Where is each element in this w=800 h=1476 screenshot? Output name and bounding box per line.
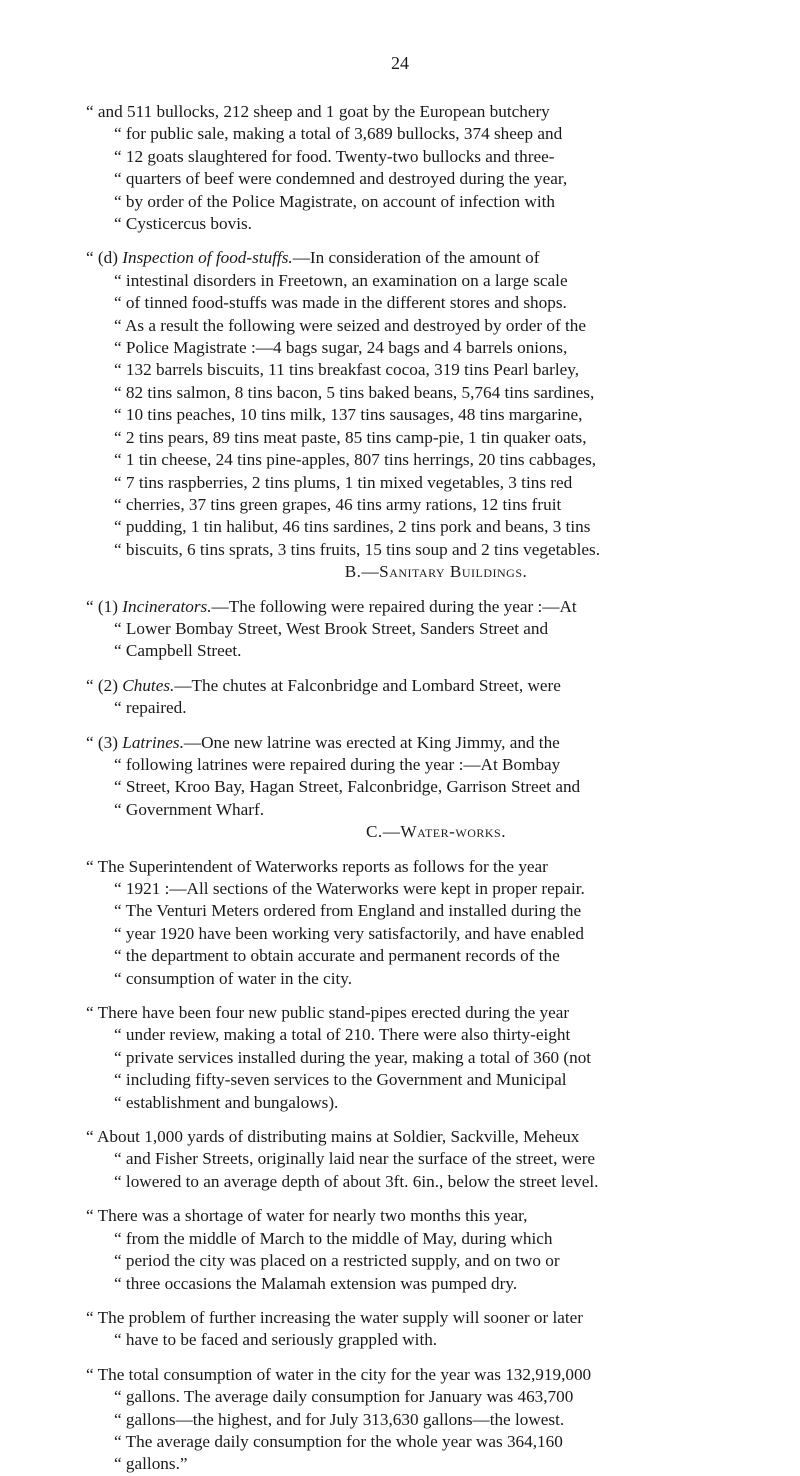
text-line: “ from the middle of March to the middle of May, during which (114, 1228, 553, 1248)
text-line: “ 12 goats slaughtered for food. Twenty-two bullocks and three- (114, 146, 555, 166)
text-line: “ intestinal disorders in Freetown, an examination on a large scale (114, 270, 568, 290)
text-line: “ 1921 :—All sections of the Waterworks were kept in proper repair. (114, 879, 585, 898)
text-line: “ three occasions the Malamah extension was pumped dry. (114, 1273, 518, 1293)
paragraph-distributing-mains (86, 1126, 746, 1193)
text-line: “ The problem of further increasing the water supply will sooner or later (86, 1307, 584, 1327)
paragraph-superintendent-report (86, 856, 746, 990)
item-title: Incinerators. (122, 596, 212, 616)
section-heading-water-works (86, 821, 746, 843)
text-line: “ Campbell Street. (114, 641, 242, 661)
text-line: “ period the city was placed on a restricted supply, and on two or (114, 1251, 560, 1271)
text-line: “ by order of the Police Magistrate, on account of infection with (114, 191, 556, 211)
text-line: “ cherries, 37 tins green grapes, 46 tins army rations, 12 tins fruit (114, 494, 562, 514)
text-line: “ gallons. The average daily consumption for January was 463,700 (114, 1387, 574, 1407)
paragraph-lead (86, 732, 746, 754)
paragraph-stand-pipes (86, 1002, 746, 1114)
text-line: “ Government Wharf. (114, 799, 265, 819)
section-title: Sanitary Buildings. (379, 562, 528, 582)
body-text (86, 101, 746, 1476)
text-line: “ 82 tins salmon, 8 tins bacon, 5 tins baked beans, 5,764 tins sardines, (114, 382, 595, 402)
paragraph-chutes (86, 675, 746, 720)
section-prefix: B.— (344, 562, 380, 582)
paragraph-lead (86, 247, 746, 269)
text-line: “ The Superintendent of Waterworks reports as follows for the year (86, 856, 548, 876)
text-line: “ year 1920 have been working very satisfactorily, and have enabled (114, 923, 584, 943)
paragraph-water-shortage (86, 1205, 746, 1295)
text-line: “ consumption of water in the city. (114, 968, 353, 988)
text-line: “ gallons.” (114, 1454, 188, 1474)
text-line: “ As a result the following were seized and destroyed by order of the (114, 315, 587, 335)
text-line: “ 10 tins peaches, 10 tins milk, 137 tins sausages, 48 tins margarine, (114, 405, 583, 425)
text-line: “ have to be faced and seriously grappled with. (114, 1330, 438, 1350)
text-line: “ and 511 bullocks, 212 sheep and 1 goat by the European butchery (86, 102, 550, 121)
item-title: Latrines. (122, 732, 184, 752)
paragraph-incinerators (86, 596, 746, 663)
paragraph-lead (86, 675, 746, 697)
text-line: “ quarters of beef were condemned and destroyed during the year, (114, 169, 568, 189)
text-line: “ repaired. (114, 698, 187, 718)
text-line: “ 2 tins pears, 89 tins meat paste, 85 tins camp-pie, 1 tin quaker oats, (114, 427, 587, 447)
paragraph-total-consumption (86, 1364, 746, 1476)
text-line: “ Lower Bombay Street, West Brook Street, Sanders Street and (114, 618, 549, 638)
text-line: “ About 1,000 yards of distributing mains at Soldier, Sackville, Meheux (86, 1127, 580, 1147)
item-title: Chutes. (122, 675, 175, 695)
text-line: “ biscuits, 6 tins sprats, 3 tins fruits, 15 tins soup and 2 tins vegetables. (114, 539, 600, 559)
text-line: “ establishment and bungalows). (114, 1092, 339, 1112)
text-line: “ lowered to an average depth of about 3ft. 6in., below the street level. (114, 1171, 599, 1191)
text-line: “ 1 tin cheese, 24 tins pine-apples, 807 tins herrings, 20 tins cabbages, (114, 450, 597, 470)
text-line: “ and Fisher Streets, originally laid near the surface of the street, were (114, 1149, 596, 1169)
item-marker: “ (2) (86, 675, 123, 695)
text-line: “ including fifty-seven services to the Government and Municipal (114, 1070, 567, 1090)
text-line: “ There have been four new public stand-pipes erected during the year (86, 1003, 570, 1023)
text-line: “ for public sale, making a total of 3,689 bullocks, 374 sheep and (114, 124, 563, 144)
text-line: “ Street, Kroo Bay, Hagan Street, Falconbridge, Garrison Street and (114, 777, 581, 797)
paragraph-bullocks (86, 101, 746, 235)
paragraph-lead (86, 596, 746, 618)
section-title: Water-works. (400, 822, 507, 842)
text-line: “ The Venturi Meters ordered from England and installed during the (114, 901, 582, 921)
text-line: “ pudding, 1 tin halibut, 46 tins sardines, 2 tins pork and beans, 3 tins (114, 517, 591, 537)
section-heading-sanitary-buildings (86, 561, 746, 583)
text-line: “ Police Magistrate :—4 bags sugar, 24 bags and 4 barrels onions, (114, 338, 568, 358)
text-line: “ under review, making a total of 210. There were also thirty-eight (114, 1025, 571, 1045)
item-marker: “ (d) (86, 248, 123, 268)
item-lead-text: —The chutes at Falconbridge and Lombard Street, were (174, 675, 561, 695)
text-line: “ 132 barrels biscuits, 11 tins breakfast cocoa, 319 tins Pearl barley, (114, 360, 580, 380)
text-line: “ The average daily consumption for the whole year was 364,160 (114, 1431, 563, 1451)
text-line: “ There was a shortage of water for nearly two months this year, (86, 1206, 528, 1226)
item-lead-text: —One new latrine was erected at King Jimmy, and the (183, 732, 560, 752)
page-number: 24 (391, 53, 409, 73)
text-line: “ The total consumption of water in the city for the year was 132,919,000 (86, 1364, 592, 1384)
text-line: “ of tinned food-stuffs was made in the different stores and shops. (114, 293, 567, 313)
section-prefix: C.— (365, 822, 401, 842)
text-line: “ 7 tins raspberries, 2 tins plums, 1 tin mixed vegetables, 3 tins red (114, 472, 573, 492)
text-line: “ Cysticercus bovis. (114, 214, 252, 234)
item-marker: “ (1) (86, 596, 123, 616)
item-title: Inspection of food-stuffs. (122, 248, 293, 268)
paragraph-latrines (86, 732, 746, 822)
text-line: “ gallons—the highest, and for July 313,630 gallons—the lowest. (114, 1409, 565, 1429)
item-lead-text: —In consideration of the amount of (292, 248, 540, 268)
paragraph-supply-problem (86, 1307, 746, 1352)
paragraph-inspection (86, 247, 746, 561)
item-marker: “ (3) (86, 732, 123, 752)
text-line: “ private services installed during the year, making a total of 360 (not (114, 1047, 592, 1067)
text-line: “ the department to obtain accurate and permanent records of the (114, 946, 560, 966)
item-lead-text: —The following were repaired during the year :—At (211, 596, 577, 616)
text-line: “ following latrines were repaired during the year :—At Bombay (114, 754, 561, 774)
